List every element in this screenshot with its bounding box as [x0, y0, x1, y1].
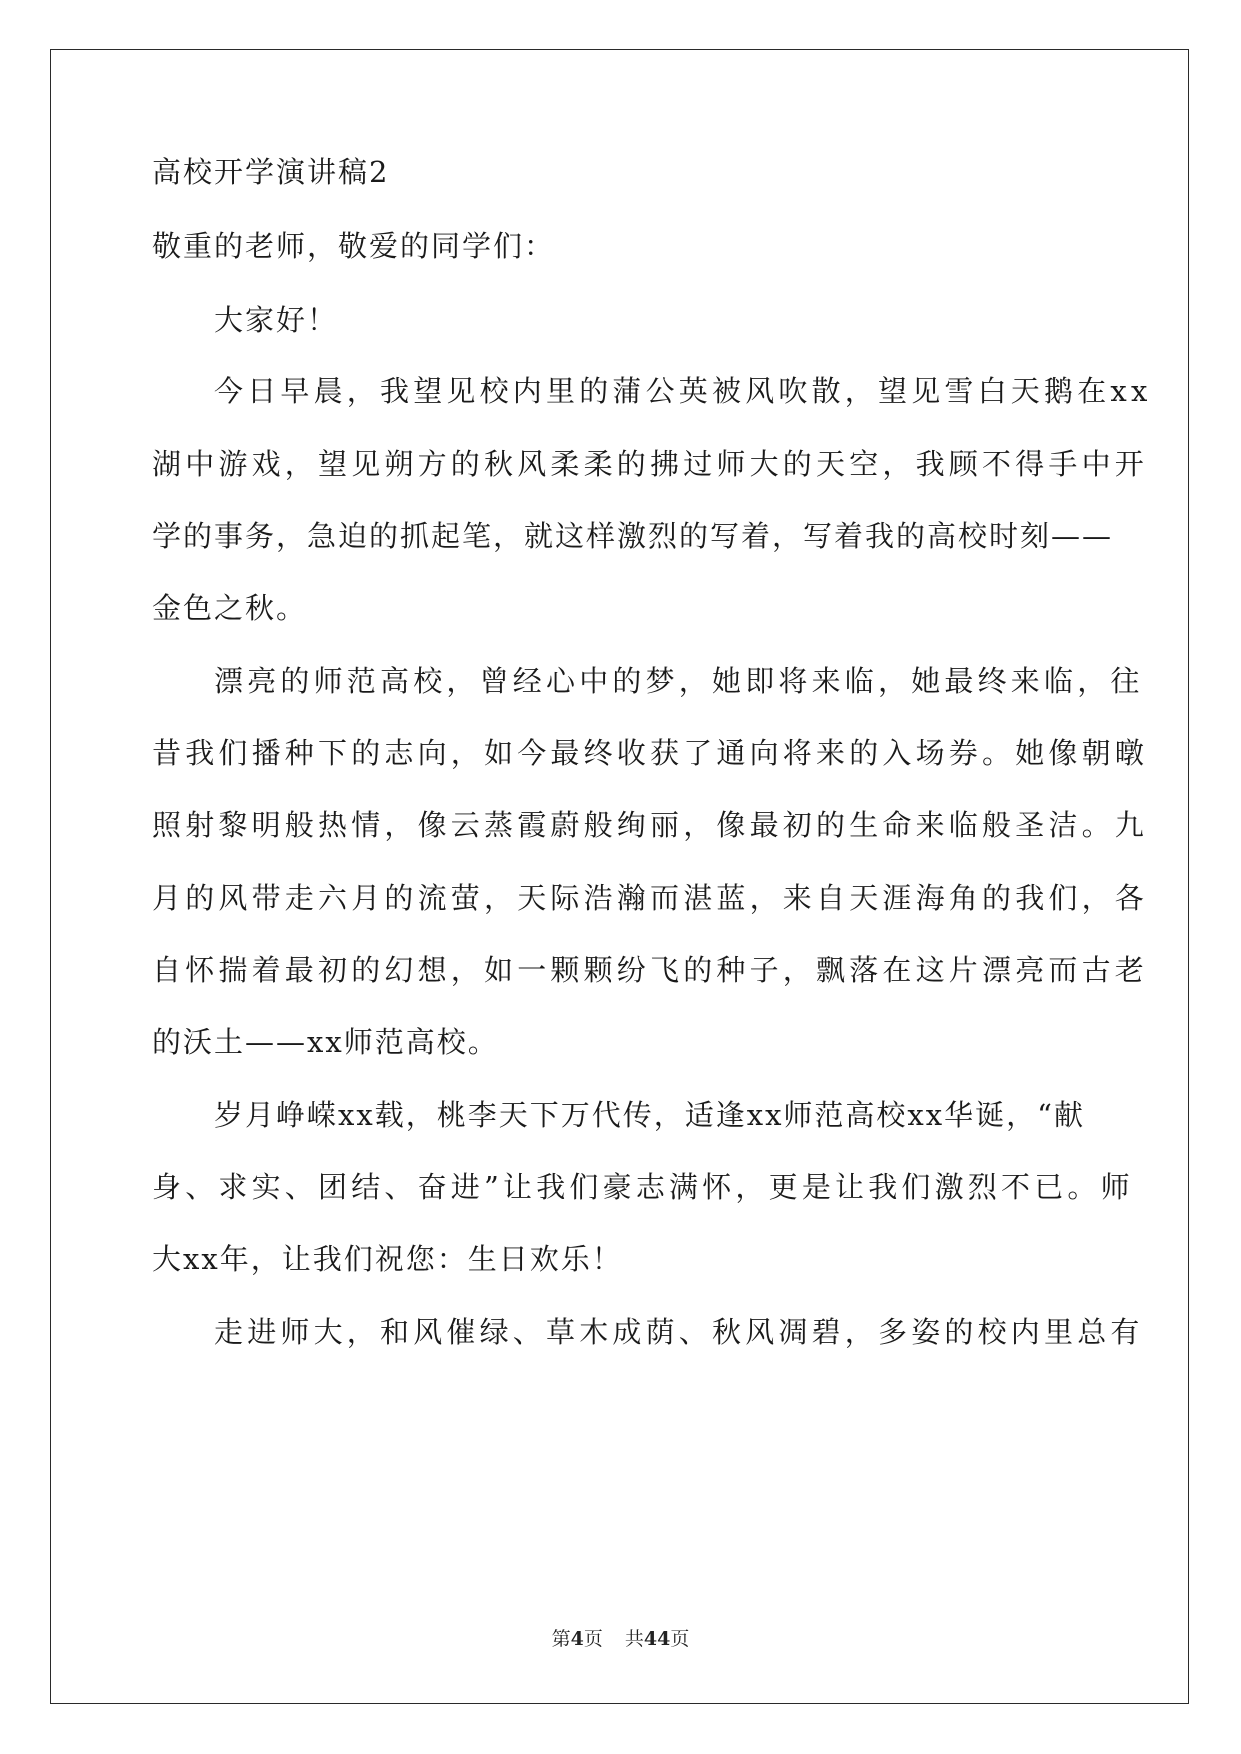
- greeting-line: 大家好！: [214, 303, 339, 337]
- page-border: [50, 49, 1189, 1704]
- body-text-line: 岁月峥嵘xx载，桃李天下万代传，适逢xx师范高校xx华诞，“献: [214, 1098, 1085, 1132]
- page-label-suffix: 页: [583, 1628, 603, 1650]
- total-label-prefix: 共: [624, 1628, 644, 1650]
- body-text-line: 的沃土——xx师范高校。: [152, 1025, 499, 1059]
- body-text-line: 走进师大，和风催绿、草木成荫、秋风凋碧，多姿的校内里总有: [214, 1315, 1144, 1349]
- total-page-number: 44: [643, 1628, 671, 1650]
- salutation-line: 敬重的老师，敬爱的同学们：: [152, 229, 556, 263]
- page-label-prefix: 第: [551, 1628, 571, 1650]
- body-text-line: 学的事务，急迫的抓起笔，就这样激烈的写着，写着我的高校时刻——: [152, 519, 1114, 553]
- body-text-line: 大xx年，让我们祝您：生日欢乐！: [152, 1242, 623, 1276]
- body-text-line: 湖中游戏，望见朔方的秋风柔柔的拂过师大的天空，我顾不得手中开: [152, 447, 1149, 481]
- page-footer: [0, 1627, 1241, 1651]
- document-title: 高校开学演讲稿2: [152, 155, 390, 189]
- current-page-number: 4: [570, 1628, 584, 1650]
- body-text-line: 自怀揣着最初的幻想，如一颗颗纷飞的种子，飘落在这片漂亮而古老: [152, 953, 1149, 987]
- body-text-line: 金色之秋。: [152, 591, 308, 625]
- body-text-line: 身、求实、团结、奋进”让我们豪志满怀，更是让我们激烈不已。师: [152, 1170, 1134, 1204]
- body-text-line: 漂亮的师范高校，曾经心中的梦，她即将来临，她最终来临，往: [214, 664, 1144, 698]
- body-text-line: 今日早晨，我望见校内里的蒲公英被风吹散，望见雪白天鹅在xx: [214, 374, 1152, 408]
- body-text-line: 月的风带走六月的流萤，天际浩瀚而湛蓝，来自天涯海角的我们，各: [152, 881, 1149, 915]
- total-label-suffix: 页: [670, 1628, 690, 1650]
- body-text-line: 照射黎明般热情，像云蒸霞蔚般绚丽，像最初的生命来临般圣洁。九: [152, 808, 1149, 842]
- body-text-line: 昔我们播种下的志向，如今最终收获了通向将来的入场券。她像朝暾: [152, 736, 1149, 770]
